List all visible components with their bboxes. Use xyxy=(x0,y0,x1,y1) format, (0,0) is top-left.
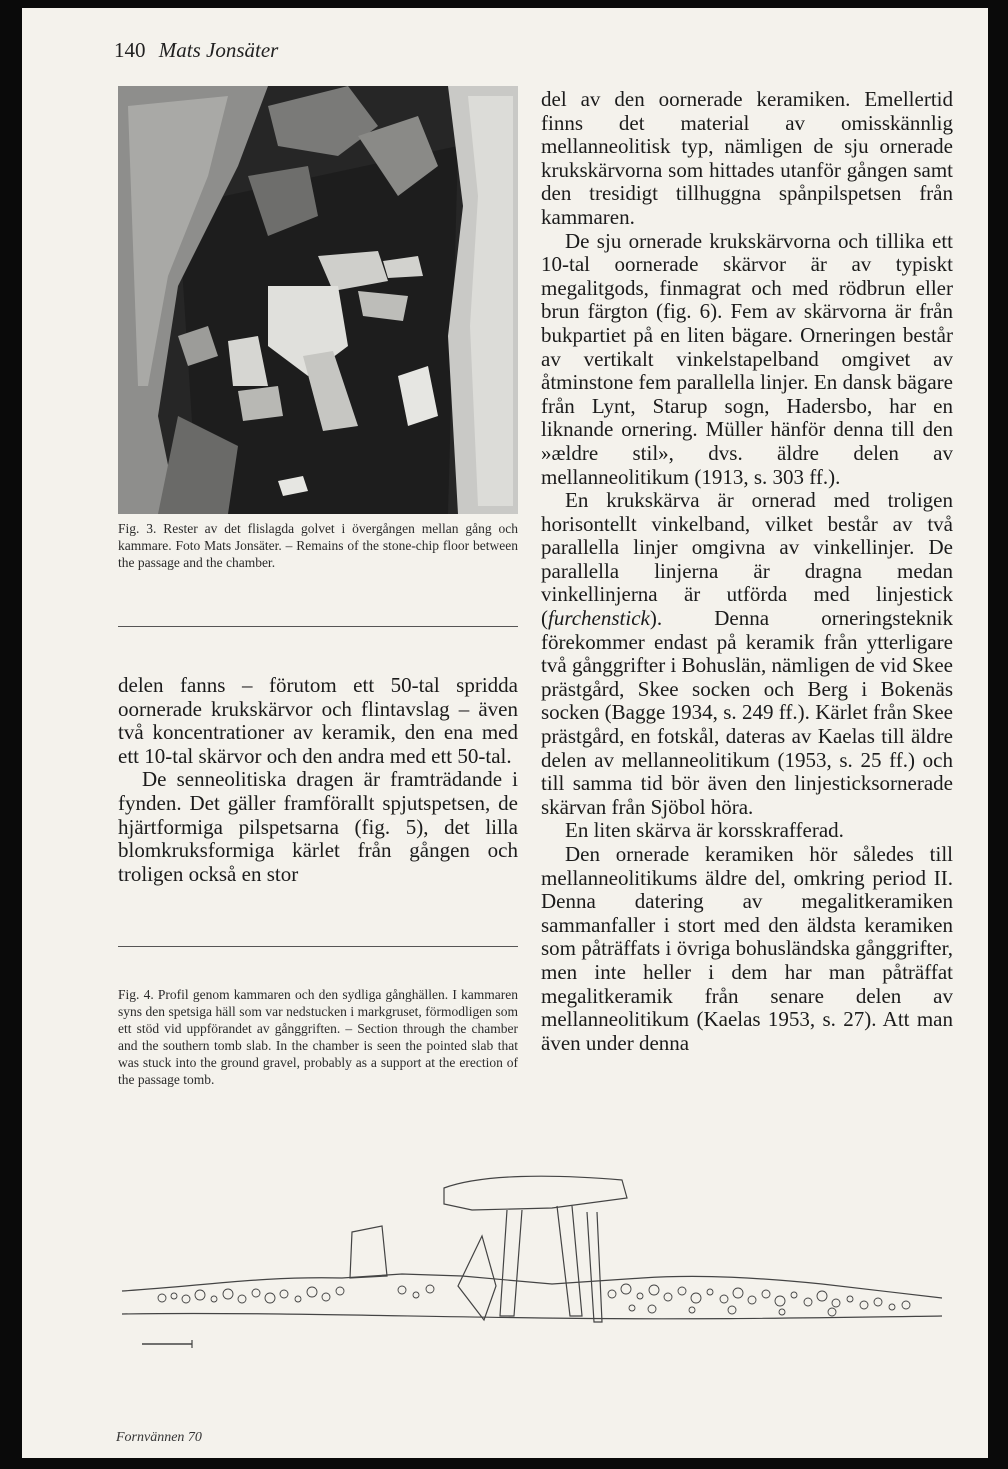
divider xyxy=(118,626,518,627)
divider xyxy=(118,946,518,947)
paragraph: De senneolitiska dragen är framträdande i fynden. Det gäller framförallt spjutspetsen, de hjärtformiga pilspetsarna (fig. 5), det lilla blomkruksformiga kärlet från gången och troligen också en stor xyxy=(118,767,518,886)
journal-footer: Fornvännen 70 xyxy=(116,1430,202,1445)
figure-4-caption: Fig. 4. Profil genom kammaren och den sydliga gånghällen. I kammaren syns den spetsiga häll som var nedstucken i markgruset, förmodligen som ett stöd vid uppförandet av gånggriften. – Section through the chamber and the southern tomb slab. In the chamber is seen the pointed slab that was stuck into the ground gravel, probably as a support at the erection of the passage tomb. xyxy=(118,987,518,1087)
paragraph: De sju ornerade krukskärvorna och tillika ett 10-tal oornerade skärvor är av typiskt megalitgods, finmagrat och med rödbrun eller brun färgton (fig. 6). Fem av skärvorna är från bukpartiet på en liten bägare. Orneringen består av vertikalt vinkelstapelband omgivet av åtminstone fem parallella linjer. En dansk bägare från Lynt, Starup sogn, Hadersbo, har en liknande ornering. Müller hänför denna till den »ældre stil», dvs. äldre delen av mellanneolitikum (1913, s. 303 ff.). xyxy=(541,228,953,489)
paragraph-text: ). Denna orneringsteknik förekommer endast på keramik från ytterligare två gånggrifter i Bohuslän, nämligen de vid Skee prästgård, Skee socken och Berg i Bokenäs socken (Bagge 1934, s. 249 ff.). Kärlet från Skee prästgård, en fotskål, dateras av Kaelas till äldre delen av mellanneolitikum (1953, s. 25 ff.) och till samma tid bör även den linjesticksornerade skärvan från Sjöbol höra. xyxy=(541,606,953,819)
paragraph: Den ornerade keramiken hör således till mellanneolitikums äldre del, omkring period II. Denna datering av megalitkeramiken sammanfaller i stort med den äldsta keramiken som påträffats i övriga bohusländska gånggrifter, men inte heller i dem har man påträffat megalitkeramik från senare delen av mellanneolitikum (Kaelas 1953, s. 27). Att man även under denna xyxy=(541,842,953,1055)
paragraph-text: En krukskärva är ornerad med troligen horisontellt vinkelband, vilket består av två parallella linjer omgivna av vinkellinjer. De parallella linjerna är dragna medan vinkellinjerna är utförda med linjestick ( xyxy=(541,488,953,631)
paragraph: delen fanns – förutom ett 50-tal spridda oornerade krukskärvor och flintavslag – även två koncentrationer av keramik, den ena med ett 10-tal skärvor och den andra med ett 50-tal. xyxy=(118,673,518,768)
author-name: Mats Jonsäter xyxy=(158,38,279,62)
running-header xyxy=(114,38,278,63)
paragraph xyxy=(541,489,953,819)
italic-term: furchenstick xyxy=(548,606,650,631)
figure-3-photo xyxy=(118,86,518,514)
figure-3-caption: Fig. 3. Rester av det flislagda golvet i övergången mellan gång och kammare. Foto Mats Jonsäter. – Remains of the stone-chip floor between the passage and the chamber. xyxy=(118,521,518,570)
paragraph: En liten skärva är korsskrafferad. xyxy=(565,818,844,843)
figure-4-profile-drawing xyxy=(82,1166,962,1356)
right-text-column xyxy=(541,88,953,1055)
stone-floor-photo-image xyxy=(118,86,518,514)
left-text-column xyxy=(118,674,518,886)
page xyxy=(22,8,988,1458)
page-number: 140 xyxy=(114,38,146,62)
paragraph: del av den oornerade keramiken. Emellertid finns det material av omisskännlig mellanneolitisk typ, nämligen de sju ornerade krukskärvorna som hittades utanför gången samt den tresidigt tillhuggna spånpilspetsen från kammaren. xyxy=(541,87,953,229)
chamber-section-drawing xyxy=(82,1166,962,1356)
